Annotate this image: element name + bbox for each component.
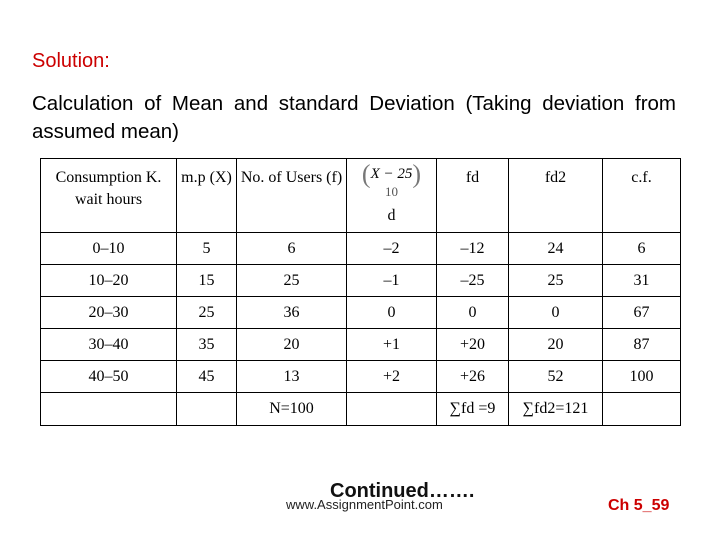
cell-d: 0	[347, 297, 437, 329]
total-empty-cell	[347, 393, 437, 426]
header-d	[347, 159, 437, 233]
cell-cf: 67	[603, 297, 681, 329]
d-formula: (X − 25) 10	[361, 159, 422, 200]
cell-class: 40–50	[41, 361, 177, 393]
total-n: N=100	[237, 393, 347, 426]
total-empty-cell	[41, 393, 177, 426]
cell-f: 6	[237, 233, 347, 265]
page-heading: Calculation of Mean and standard Deviation (Taking deviation from assumed mean)	[32, 92, 676, 143]
header-users: No. of Users (f)	[237, 159, 347, 233]
cell-x: 25	[177, 297, 237, 329]
table-row	[41, 329, 681, 361]
d-formula-numerator: X − 25	[370, 166, 413, 182]
cell-d: +1	[347, 329, 437, 361]
solution-label: Solution:	[32, 50, 110, 72]
cell-class: 30–40	[41, 329, 177, 361]
table-row	[41, 297, 681, 329]
total-sum-fd2: ∑fd2=121	[509, 393, 603, 426]
chapter-label: Ch 5_59	[608, 497, 670, 514]
table-header-row	[41, 159, 681, 233]
calculation-table	[40, 158, 681, 426]
d-formula-denominator: 10	[384, 184, 398, 200]
cell-cf: 31	[603, 265, 681, 297]
header-fd: fd	[437, 159, 509, 233]
table-row	[41, 265, 681, 297]
website-watermark: www.AssignmentPoint.com	[286, 497, 443, 512]
header-fd2: fd2	[509, 159, 603, 233]
total-sum-fd: ∑fd =9	[437, 393, 509, 426]
header-cf: c.f.	[603, 159, 681, 233]
cell-fd: –25	[437, 265, 509, 297]
totals-row	[41, 393, 681, 426]
cell-d: +2	[347, 361, 437, 393]
cell-f: 20	[237, 329, 347, 361]
cell-fd: 0	[437, 297, 509, 329]
cell-f: 13	[237, 361, 347, 393]
cell-class: 0–10	[41, 233, 177, 265]
cell-cf: 100	[603, 361, 681, 393]
cell-d: –1	[347, 265, 437, 297]
cell-x: 5	[177, 233, 237, 265]
cell-cf: 87	[603, 329, 681, 361]
header-consumption: Consumption K. wait hours	[41, 159, 177, 233]
total-empty-cell	[177, 393, 237, 426]
cell-fd: +20	[437, 329, 509, 361]
cell-f: 25	[237, 265, 347, 297]
cell-cf: 6	[603, 233, 681, 265]
table-row	[41, 233, 681, 265]
header-mp: m.p (X)	[177, 159, 237, 233]
total-empty-cell	[603, 393, 681, 426]
continued-text: Continued…….	[330, 480, 475, 502]
cell-x: 35	[177, 329, 237, 361]
cell-fd: –12	[437, 233, 509, 265]
d-label: d	[387, 207, 396, 225]
cell-fd2: 20	[509, 329, 603, 361]
cell-f: 36	[237, 297, 347, 329]
cell-fd2: 0	[509, 297, 603, 329]
cell-x: 45	[177, 361, 237, 393]
cell-d: –2	[347, 233, 437, 265]
table-row	[41, 361, 681, 393]
cell-fd2: 24	[509, 233, 603, 265]
cell-fd: +26	[437, 361, 509, 393]
cell-fd2: 25	[509, 265, 603, 297]
cell-x: 15	[177, 265, 237, 297]
cell-class: 10–20	[41, 265, 177, 297]
cell-fd2: 52	[509, 361, 603, 393]
cell-class: 20–30	[41, 297, 177, 329]
